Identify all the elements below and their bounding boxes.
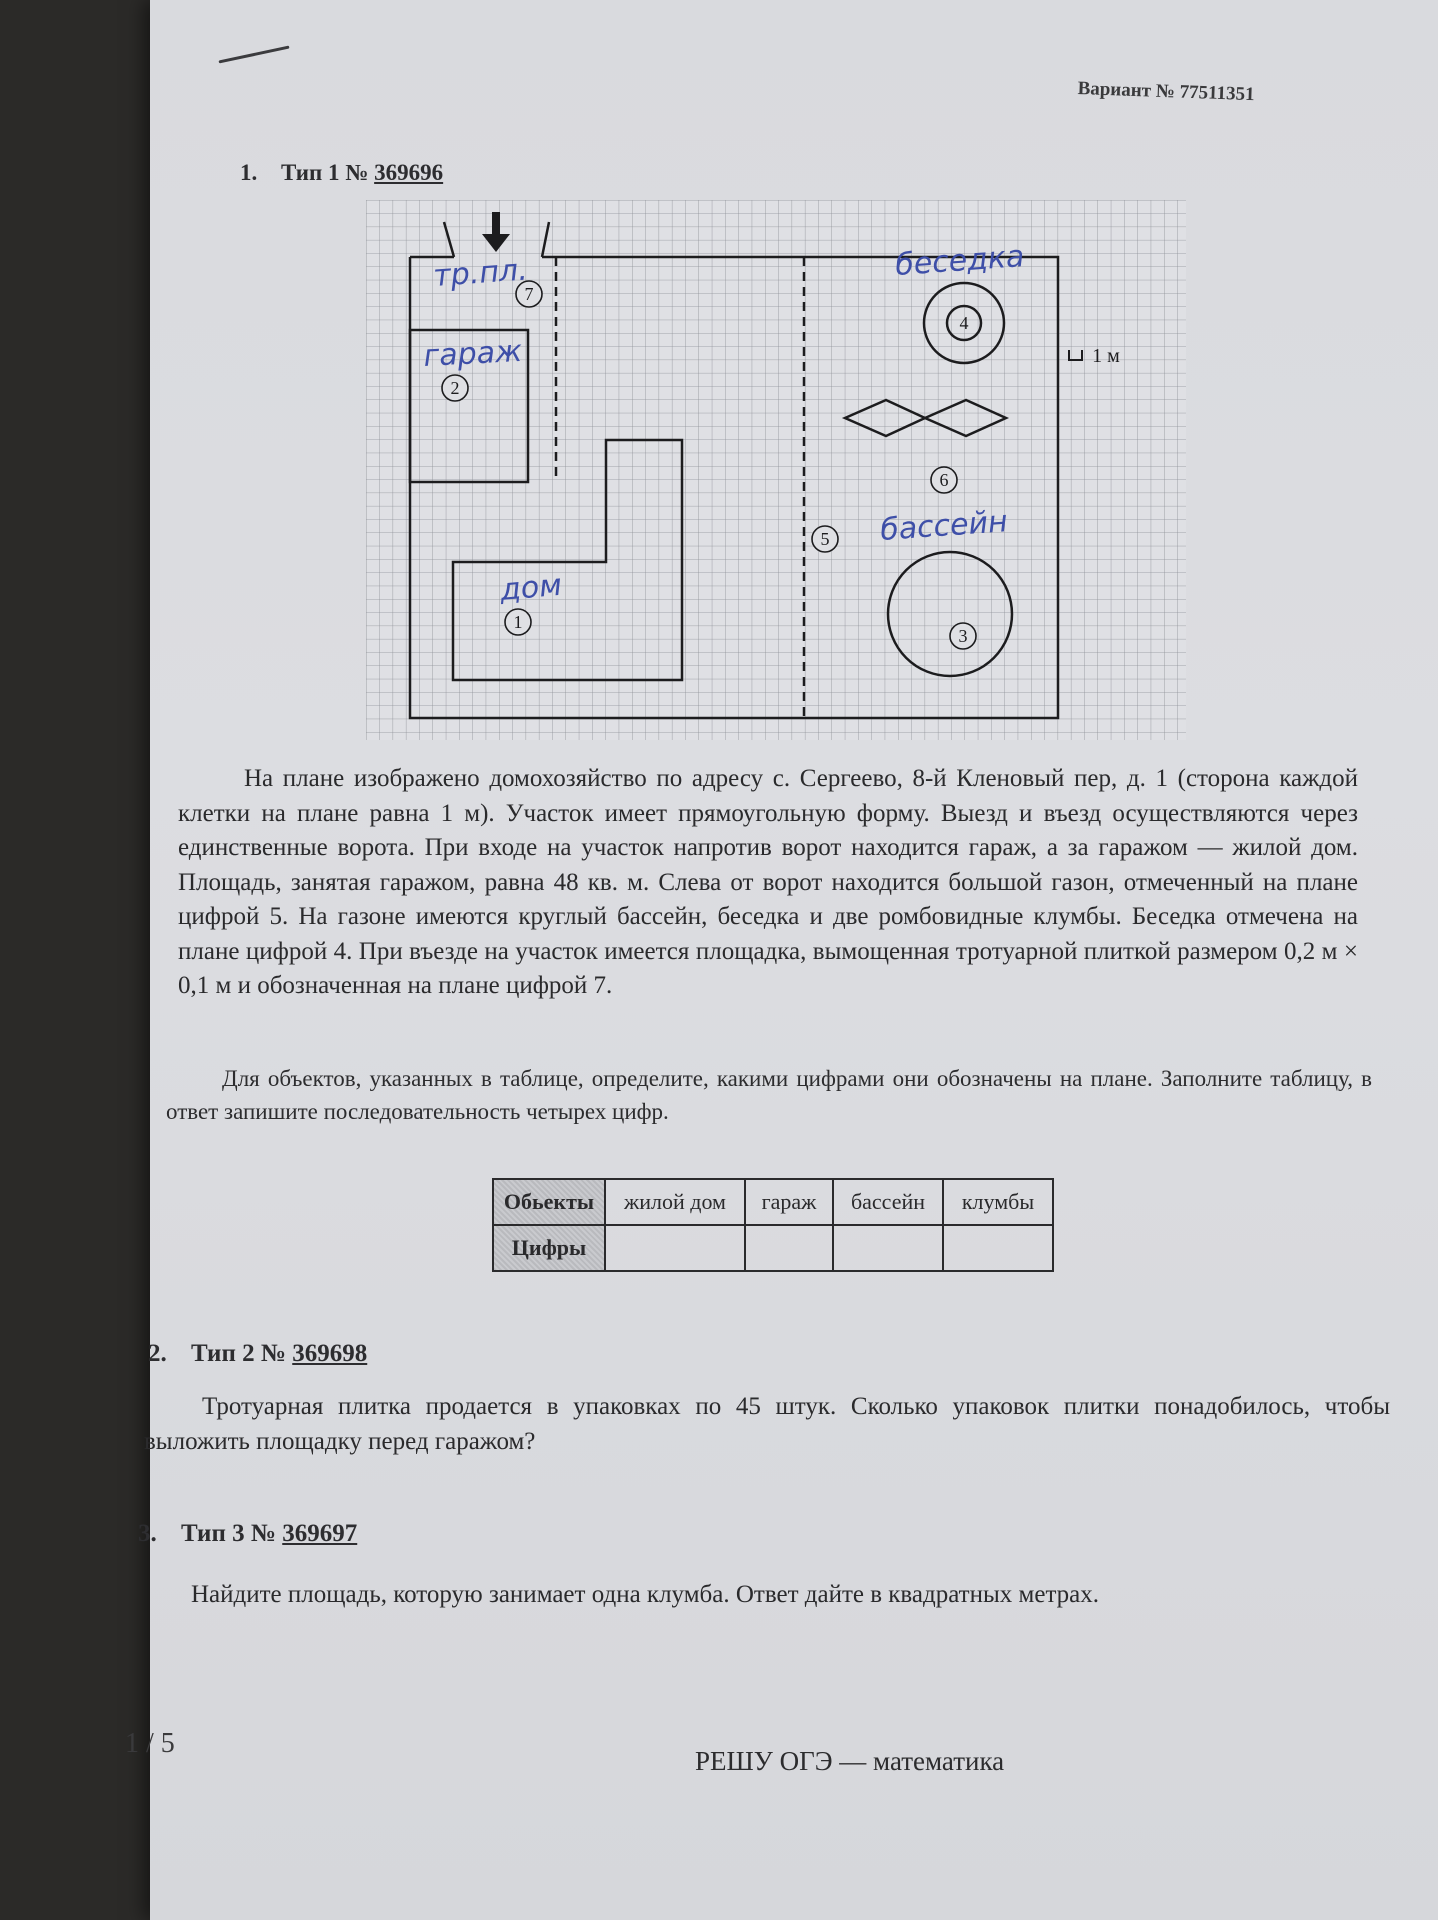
task-2-number: 2. [148,1340,167,1367]
page-number: 1 / 5 [125,1728,175,1759]
marker-4: 4 [959,313,969,333]
marker-7: 7 [524,284,534,304]
scale-label: 1 м [1092,345,1120,367]
site-plan [366,200,1186,740]
marker-3: 3 [958,626,968,646]
table-row-digits [493,1225,1053,1271]
marker-1: 1 [513,612,523,632]
handwritten-house-label: дом [498,567,564,608]
footer-site-title: РЕШУ ОГЭ — математика [695,1746,1005,1776]
task-2-text: Тротуарная плитка продается в упаковках по 45 штук. Сколько упаковок плитки понадобилось, чтобы выложить площадку перед гаражом? [144,1393,1390,1455]
table-object-house: жилой дом [605,1179,745,1225]
answer-table [492,1178,1054,1272]
task-3-type: Тип 3 № [181,1520,276,1547]
task-3-text: Найдите площадь, которую занимает одна клумба. Ответ дайте в квадратных метрах. [191,1581,1100,1608]
handwritten-garage-label: гараж [422,333,523,374]
answer-cell-pool[interactable] [833,1225,943,1271]
task-2-type: Тип 2 № [191,1340,286,1367]
marker-2: 2 [450,378,460,398]
table-object-pool: бассейн [833,1179,943,1225]
task-3-number: 3. [138,1520,157,1547]
task-1-heading [240,160,443,186]
table-header-digits: Цифры [493,1225,605,1271]
handwritten-pool-label: бассейн [879,504,1009,548]
answer-cell-house[interactable] [605,1225,745,1271]
task-3-id-link[interactable]: 369697 [282,1520,358,1547]
task-2-id-link[interactable]: 369698 [292,1340,368,1367]
task-1-number: 1. [240,160,258,185]
table-header-objects: Обьекты [493,1179,605,1225]
answer-cell-garage[interactable] [745,1225,833,1271]
variant-number: Вариант № 77511351 [1077,78,1255,106]
task-1-instruction: Для объектов, указанных в таблице, определите, какими цифрами они обозначены на плане. Заполните таблицу, в ответ запишите последовательность четырех цифр. [166,1066,1372,1124]
task-1-type: Тип 1 № [281,160,369,185]
handwritten-gazebo-label: беседка [894,239,1026,283]
answer-cell-flowerbeds[interactable] [943,1225,1053,1271]
table-object-garage: гараж [745,1179,833,1225]
marker-5: 5 [820,529,830,549]
table-row-objects [493,1179,1053,1225]
task-1-id-link[interactable]: 369696 [374,160,444,185]
marker-6: 6 [939,470,949,490]
table-object-flowerbeds: клумбы [943,1179,1053,1225]
task-2-heading [148,1340,367,1368]
handwritten-paving-label: тр.пл. [432,252,529,294]
task-1-description: На плане изображено домохозяйство по адресу с. Сергеево, 8-й Кленовый пер, д. 1 (сторона каждой клетки на плане равна 1 м). Участок имеет прямоугольную форму. Выезд и въезд осуществляются через единственные ворота. При входе на участок напротив ворот находится гараж, а за гаражом — жилой дом. Площадь, занятая гаражом, равна 48 кв. м. Слева от ворот находится большой газон, отмеченный на плане цифрой 5. На газоне имеются круглый бассейн, беседка и две ромбовидные клумбы. Беседка отмечена на плане цифрой 4. При въезде на участок имеется площадка, вымощенная тротуарной плиткой размером 0,2 м × 0,1 м и обозначенная на плане цифрой 7. [178,765,1358,999]
task-3-heading [138,1520,357,1548]
